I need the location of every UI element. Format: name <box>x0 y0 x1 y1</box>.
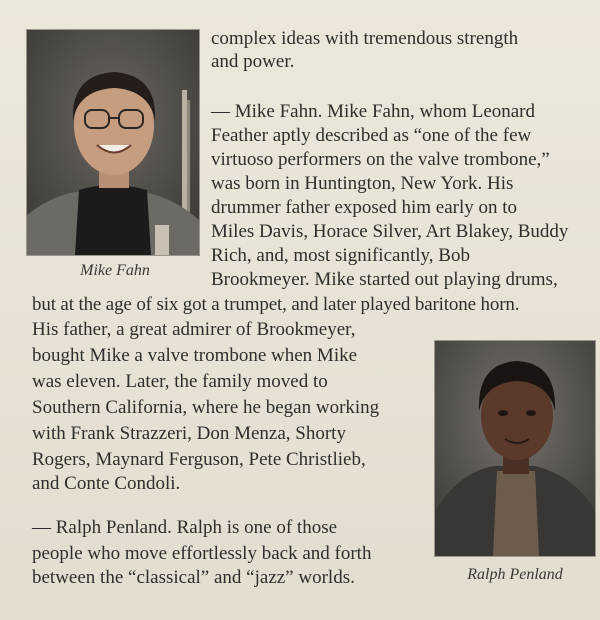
article-line: was eleven. Later, the family moved to <box>32 371 328 392</box>
article-line: bought Mike a valve trombone when Mike <box>32 345 358 366</box>
portrait-illustration <box>435 341 595 556</box>
mike-fahn-caption: Mike Fahn <box>80 262 150 279</box>
article-line: Brookmeyer. Mike started out playing drums, <box>211 269 558 290</box>
article-line: Southern California, where he began working <box>32 397 380 418</box>
portrait-illustration <box>27 30 199 255</box>
article-line: Feather aptly described as “one of the few <box>211 125 532 146</box>
article-line: and power. <box>211 51 295 72</box>
article-line: was born in Huntington, New York. His <box>211 173 514 194</box>
article-line: between the “classical” and “jazz” worlds. <box>32 567 355 588</box>
article-line: — Ralph Penland. Ralph is one of those <box>32 517 338 538</box>
article-line: with Frank Strazzeri, Don Menza, Shorty <box>32 423 346 444</box>
article-line: people who move effortlessly back and forth <box>32 543 372 564</box>
article-line: drummer father exposed him early on to <box>211 197 518 218</box>
ralph-penland-caption: Ralph Penland <box>467 566 563 583</box>
article-line: complex ideas with tremendous strength <box>211 28 519 49</box>
article-line: — Mike Fahn. Mike Fahn, whom Leonard <box>211 101 536 122</box>
article-line: but at the age of six got a trumpet, and later played baritone horn. <box>32 294 520 315</box>
mike-fahn-photo <box>27 30 199 255</box>
article-line: His father, a great admirer of Brookmeyer, <box>32 319 356 340</box>
article-line: Miles Davis, Horace Silver, Art Blakey, Buddy <box>211 221 569 242</box>
article-line: and Conte Condoli. <box>32 473 181 494</box>
article-line: virtuoso performers on the valve trombone,” <box>211 149 550 170</box>
ralph-penland-photo <box>435 341 595 556</box>
article-line: Rogers, Maynard Ferguson, Pete Christlieb, <box>32 449 366 470</box>
article-line: Rich, and, most significantly, Bob <box>211 245 470 266</box>
